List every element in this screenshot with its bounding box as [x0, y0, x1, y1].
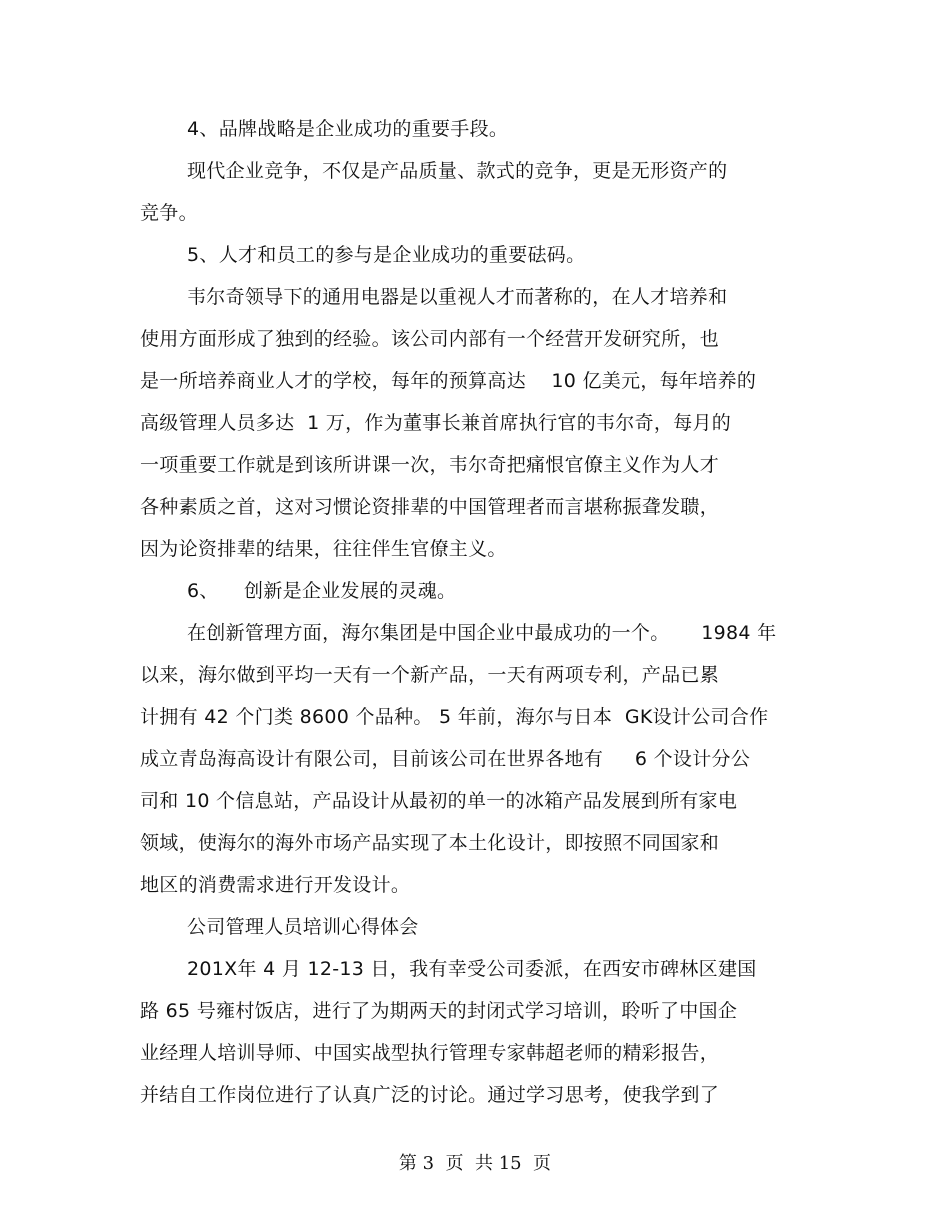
paragraph-line: 4、品牌战略是企业成功的重要手段。	[187, 118, 509, 140]
paragraph-line: 因为论资排辈的结果，往往伴生官僚主义。	[140, 538, 507, 560]
section-title: 公司管理人员培训心得体会	[187, 916, 419, 938]
paragraph-line: 成立青岛海高设计有限公司，目前该公司在世界各地有 6 个设计分公	[140, 748, 751, 770]
paragraph-line: 5、人才和员工的参与是企业成功的重要砝码。	[187, 244, 586, 266]
paragraph-line: 高级管理人员多达 1 万，作为董事长兼首席执行官的韦尔奇，每月的	[140, 412, 732, 434]
paragraph-line: 计拥有 42 个门类 8600 个品种。 5 年前，海尔与日本 GK设计公司合作	[140, 706, 769, 728]
paragraph-line: 是一所培养商业人才的学校，每年的预算高达 10 亿美元，每年培养的	[140, 370, 757, 392]
paragraph-line: 现代企业竞争，不仅是产品质量、款式的竞争，更是无形资产的	[187, 160, 728, 182]
paragraph-line: 司和 10 个信息站，产品设计从最初的单一的冰箱产品发展到所有家电	[140, 790, 738, 812]
paragraph-line: 201X年 4 月 12-13 日，我有幸受公司委派，在西安市碑林区建国	[187, 958, 757, 980]
paragraph-line: 以来，海尔做到平均一天有一个新产品，一天有两项专利，产品已累	[140, 664, 720, 686]
paragraph-line: 韦尔奇领导下的通用电器是以重视人才而著称的，在人才培养和	[187, 286, 728, 308]
paragraph-line: 各种素质之首，这对习惯论资排辈的中国管理者而言堪称振聋发聩，	[140, 496, 720, 518]
paragraph-line: 竞争。	[140, 202, 198, 224]
paragraph-line: 使用方面形成了独到的经验。该公司内部有一个经营开发研究所，也	[140, 328, 720, 350]
paragraph-line: 并结自工作岗位进行了认真广泛的讨论。通过学习思考，使我学到了	[140, 1084, 720, 1106]
paragraph-line: 在创新管理方面，海尔集团是中国企业中最成功的一个。 1984 年	[187, 622, 777, 644]
page-number-footer: 第 3 页 共 15 页	[398, 1153, 552, 1174]
paragraph-line: 业经理人培训导师、中国实战型执行管理专家韩超老师的精彩报告，	[140, 1042, 720, 1064]
paragraph-line: 路 65 号雍村饭店，进行了为期两天的封闭式学习培训，聆听了中国企	[140, 1000, 738, 1022]
paragraph-line: 一项重要工作就是到该所讲课一次，韦尔奇把痛恨官僚主义作为人才	[140, 454, 720, 476]
paragraph-line: 6、 创新是企业发展的灵魂。	[187, 580, 457, 602]
paragraph-line: 地区的消费需求进行开发设计。	[140, 874, 411, 896]
paragraph-line: 领域，使海尔的海外市场产品实现了本土化设计，即按照不同国家和	[140, 832, 720, 854]
